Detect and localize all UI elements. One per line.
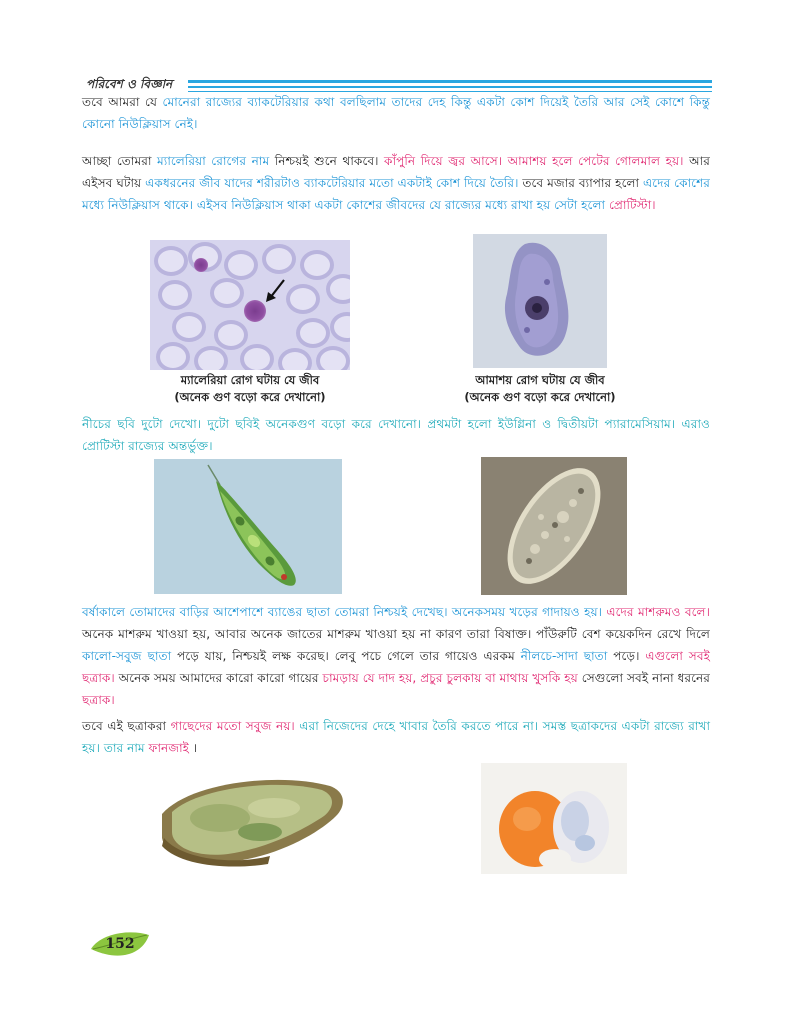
- text-segment: আচ্ছা তোমরা: [82, 154, 158, 168]
- paragraph-fungi: [82, 601, 710, 711]
- text-segment: কালো-সবুজ ছাতা: [82, 649, 172, 663]
- text-segment: আমাশয় হলে পেটের গোলমাল হয়।: [502, 154, 684, 168]
- caption-line: ম্যালেরিয়া রোগ ঘটায় যে জীব: [180, 373, 320, 387]
- text-segment: তবে আমরা যে: [82, 95, 163, 109]
- caption-line: আমাশয় রোগ ঘটায় যে জীব: [475, 373, 605, 387]
- text-segment: এরা নিজেদের দেহে খাবার তৈরি করতে পারে না। সমস্ত ছত্রাকদের একটা রাজ্যে রাখা হয়। তার নাম: [82, 719, 710, 755]
- text-segment: অনেক মাশরুম খাওয়া হয়, আবার অনেক জাতের মাশরুম খাওয়া হয় না কারণ তারা বিষাক্ত। পাঁউরুটি বেশ কয়েকদিন রেখে দিলে: [82, 627, 710, 641]
- text-segment: নীচের ছবি দুটো দেখো। দুটো ছবিই অনেকগুণ বড়ো করে দেখানো। প্রথমটা হলো ইউগ্লিনা ও দ্বিতীয়টা প্যারামেসিয়াম। এরাও প্রোটিস্টা রাজ্যের অন্তর্ভুক্ত।: [82, 417, 710, 453]
- malaria-parasite: [194, 258, 208, 272]
- text-segment: ছত্রাক।: [82, 693, 115, 707]
- mouldy-bread-image: [150, 766, 351, 870]
- text-segment: অনেক সময় আমাদের কারো কারো গায়ের: [114, 671, 323, 685]
- paragraph-monera: [82, 91, 710, 135]
- caption-line: (অনেক গুণ বড়ো করে দেখানো): [464, 390, 616, 404]
- text-segment: মোনেরা রাজ্যের ব্যাকটেরিয়ার কথা বলছিলাম তাদের দেহ কিন্তু একটা কোশ দিয়েই তৈরি আর সেই কোশে কিন্তু কোনো নিউক্লিয়াস নেই।: [82, 95, 710, 131]
- text-segment: এদের কোশের মধ্যে নিউক্লিয়াস থাকে। এইসব নিউক্লিয়াস থাকা একটা কোশের জীবদের যে রাজ্যের মধ্যে রাখা হয় সেটা হলো: [82, 176, 710, 212]
- text-segment: নীলচে-সাদা ছাতা: [520, 649, 608, 663]
- text-segment: এদের মাশরুমও বলে।: [606, 605, 710, 619]
- text-segment: তবে মজার ব্যাপার হলো: [518, 176, 643, 190]
- text-segment: ।: [189, 741, 198, 755]
- text-segment: আর এইসব ঘটায়: [82, 154, 711, 190]
- text-segment: পড়ে যায়, নিশ্চয়ই লক্ষ করেছ। লেবু পচে গেলে তার গায়েও এরকম: [171, 649, 521, 663]
- page-number-badge: [87, 927, 153, 963]
- text-segment: ফানজাই: [148, 741, 190, 755]
- text-segment: তবে এই ছত্রাকরা: [82, 719, 171, 733]
- text-segment: গাছেদের মতো সবুজ নয়।: [170, 719, 295, 733]
- text-segment: পড়ে।: [607, 649, 646, 663]
- amoeba-caption: [440, 372, 640, 406]
- page-number: 152: [105, 936, 135, 952]
- malaria-parasite: [244, 300, 266, 322]
- paragraph-fungi-kingdom: [82, 715, 710, 759]
- text-segment: সেগুলো সবই নানা ধরনের: [577, 671, 710, 685]
- mouldy-orange-image: [481, 763, 627, 874]
- running-head-title: পরিবেশ ও বিজ্ঞান: [86, 77, 173, 91]
- arrow-icon: [264, 278, 286, 304]
- text-segment: নিশ্চয়ই শুনে থাকবে।: [274, 154, 385, 168]
- text-segment: চামড়ায় যে দাদ হয়, প্রচুর চুলকায় বা মাথায় খুসকি হয়: [322, 671, 578, 685]
- paramecium-drawing: [481, 457, 627, 595]
- amoeba-image: [473, 234, 607, 368]
- euglena-drawing: [154, 459, 342, 594]
- header-rule: [188, 80, 712, 83]
- text-segment: এগুলো সবই ছত্রাক।: [82, 649, 710, 685]
- mouldy-orange-drawing: [481, 763, 627, 874]
- caption-line: (অনেক গুণ বড়ো করে দেখানো): [174, 390, 326, 404]
- text-segment: বর্ষাকালে তোমাদের বাড়ির আশেপাশে ব্যাঙের ছাতা তোমরা নিশ্চয়ই দেখেছ। অনেকসময় খড়ের গাদায়ও হয়।: [82, 605, 607, 619]
- header-rule: [188, 86, 712, 88]
- malaria-caption: [150, 372, 350, 406]
- text-segment: প্রোটিস্টা।: [608, 198, 656, 212]
- amoeba-drawing: [473, 234, 607, 368]
- euglena-image: [154, 459, 342, 594]
- paragraph-protista: [82, 150, 710, 216]
- text-segment: ম্যালেরিয়া রোগের নাম: [157, 154, 275, 168]
- paragraph-euglena-paramecium: [82, 413, 710, 457]
- malaria-blood-smear-image: [150, 240, 350, 370]
- text-segment: কাঁপুনি দিয়ে জ্বর আসে।: [384, 154, 503, 168]
- mouldy-bread-drawing: [150, 766, 351, 870]
- paramecium-image: [481, 457, 627, 595]
- text-segment: একধরনের জীব যাদের শরীরটাও ব্যাকটেরিয়ার মতো একটাই কোশ দিয়ে তৈরি।: [145, 176, 519, 190]
